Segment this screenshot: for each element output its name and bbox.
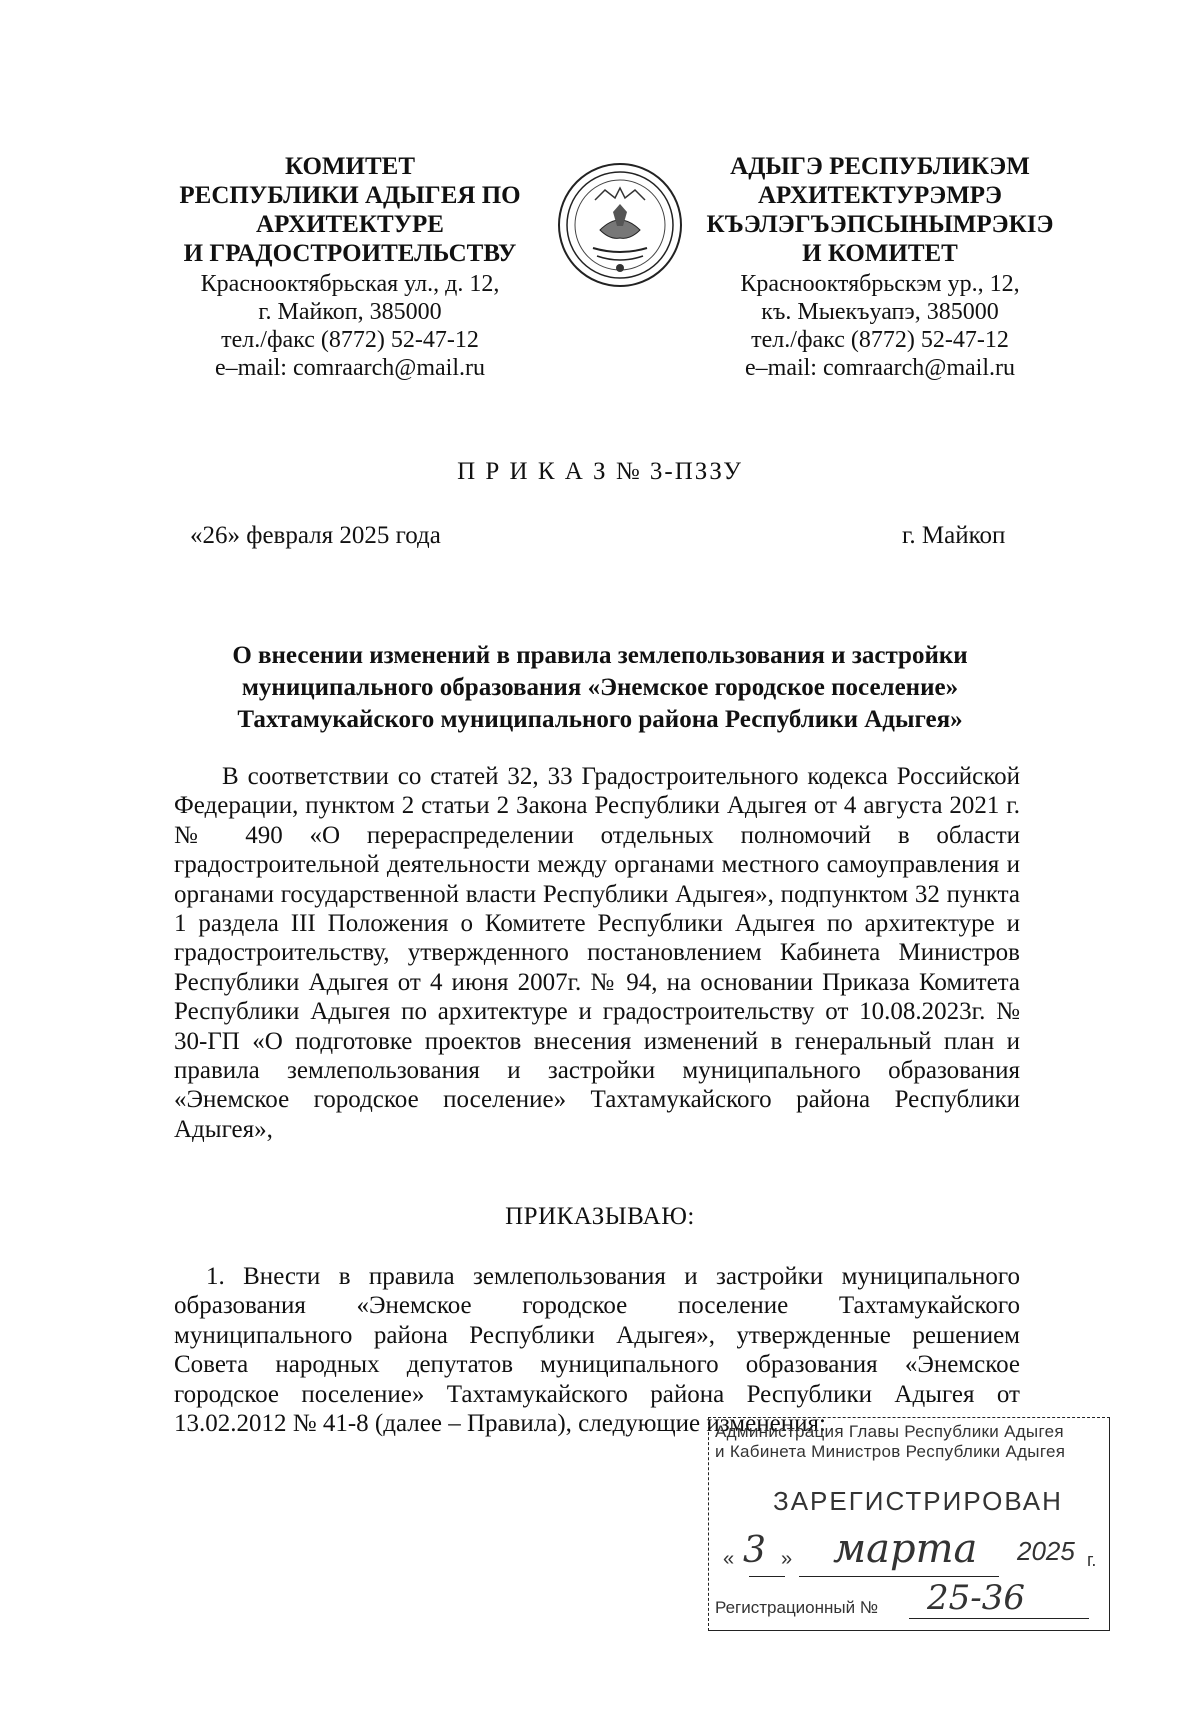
registration-stamp: [708, 1417, 1110, 1631]
stamp-quote-close: »: [781, 1548, 793, 1570]
stamp-registered: ЗАРЕГИСТРИРОВАН: [773, 1486, 1063, 1516]
stamp-quote-open: «: [723, 1548, 735, 1570]
stamp-year-suffix: г.: [1087, 1550, 1097, 1570]
stamp-month-underline: [799, 1576, 999, 1577]
stamp-day: 3: [743, 1530, 766, 1571]
committee-address-ady: Краснооктябрьскэм ур., 12, къ. Мыекъуапэ, 385000 тел./факс (8772) 52-47-12 e–mail: comraarch@mail.ru: [740, 271, 1020, 381]
header-left: [160, 152, 540, 382]
stamp-year: 2025: [1017, 1536, 1075, 1566]
committee-name-ady: АДЫГЭ РЕСПУБЛИКЭМ АРХИТЕКТУРЭМРЭ КЪЭЛЭГЪЭПСЫНЫМРЭКIЭ И КОМИТЕТ: [706, 153, 1054, 267]
stamp-day-underline: [749, 1576, 785, 1577]
order-date: «26» февраля 2025 года: [190, 522, 441, 549]
coat-of-arms-icon: [555, 160, 685, 290]
committee-address-ru: Краснооктябрьская ул., д. 12, г. Майкоп, 385000 тел./факс (8772) 52-47-12 e–mail: comraarch@mail.ru: [200, 271, 500, 381]
stamp-regno-label: Регистрационный №: [715, 1598, 879, 1617]
preamble-paragraph: В соответствии со статей 32, 33 Градостроительного кодекса Российской Федерации, пунктом 2 статьи 2 Закона Республики Адыгея от 4 августа 2021 г. № 490 «О перераспределении отдельных полномочий в области градостроительной деятельности между органами местного самоуправления и органами государственной власти Республики Адыгея», подпунктом 32 пункта 1 раздела III Положения о Комитете Республики Адыгея по архитектуре и градостроительству, утвержденного постановлением Кабинета Министров Республики Адыгея от 4 июня 2007г. № 94, на основании Приказа Комитета Республики Адыгея по архитектуре и градостроительству от 10.08.2023г. № 30-ГП «О подготовке проектов внесения изменений в генеральный план и правила землепользования и застройки муниципального образования «Энемское городское поселение» Тахтамукайского района Республики Адыгея»,: [174, 763, 1020, 1143]
order-subject: О внесении изменений в правила землепользования и застройки муниципального образования «Энемское городское поселение» Тахтамукайского муниципального района Республики Адыгея»: [232, 642, 968, 733]
decree-word: ПРИКАЗЫВАЮ:: [505, 1203, 695, 1230]
stamp-regno-underline: [909, 1618, 1089, 1619]
item-1-paragraph: 1. Внести в правила землепользования и застройки муниципального образования «Энемское городское поселение Тахтамукайского муниципального района Республики Адыгея», утвержденные решением Совета народных депутатов муниципального образования «Энемское городское поселение» Тахтамукайского района Республики Адыгея от 13.02.2012 № 41-8 (далее – Правила), следующие изменения:: [174, 1263, 1020, 1438]
stamp-month: марта: [833, 1526, 978, 1572]
stamp-regno: 25-36: [927, 1578, 1026, 1618]
order-city: г. Майкоп: [902, 522, 1006, 549]
stamp-line-2: и Кабинета Министров Республики Адыгея: [715, 1442, 1066, 1461]
order-title: П Р И К А З № 3-ПЗЗУ: [457, 458, 743, 485]
stamp-line-1: Администрация Главы Республики Адыгея: [715, 1422, 1064, 1441]
header-right: [690, 152, 1070, 382]
committee-name-ru: КОМИТЕТ РЕСПУБЛИКИ АДЫГЕЯ ПО АРХИТЕКТУРЕ И ГРАДОСТРОИТЕЛЬСТВУ: [179, 153, 521, 267]
